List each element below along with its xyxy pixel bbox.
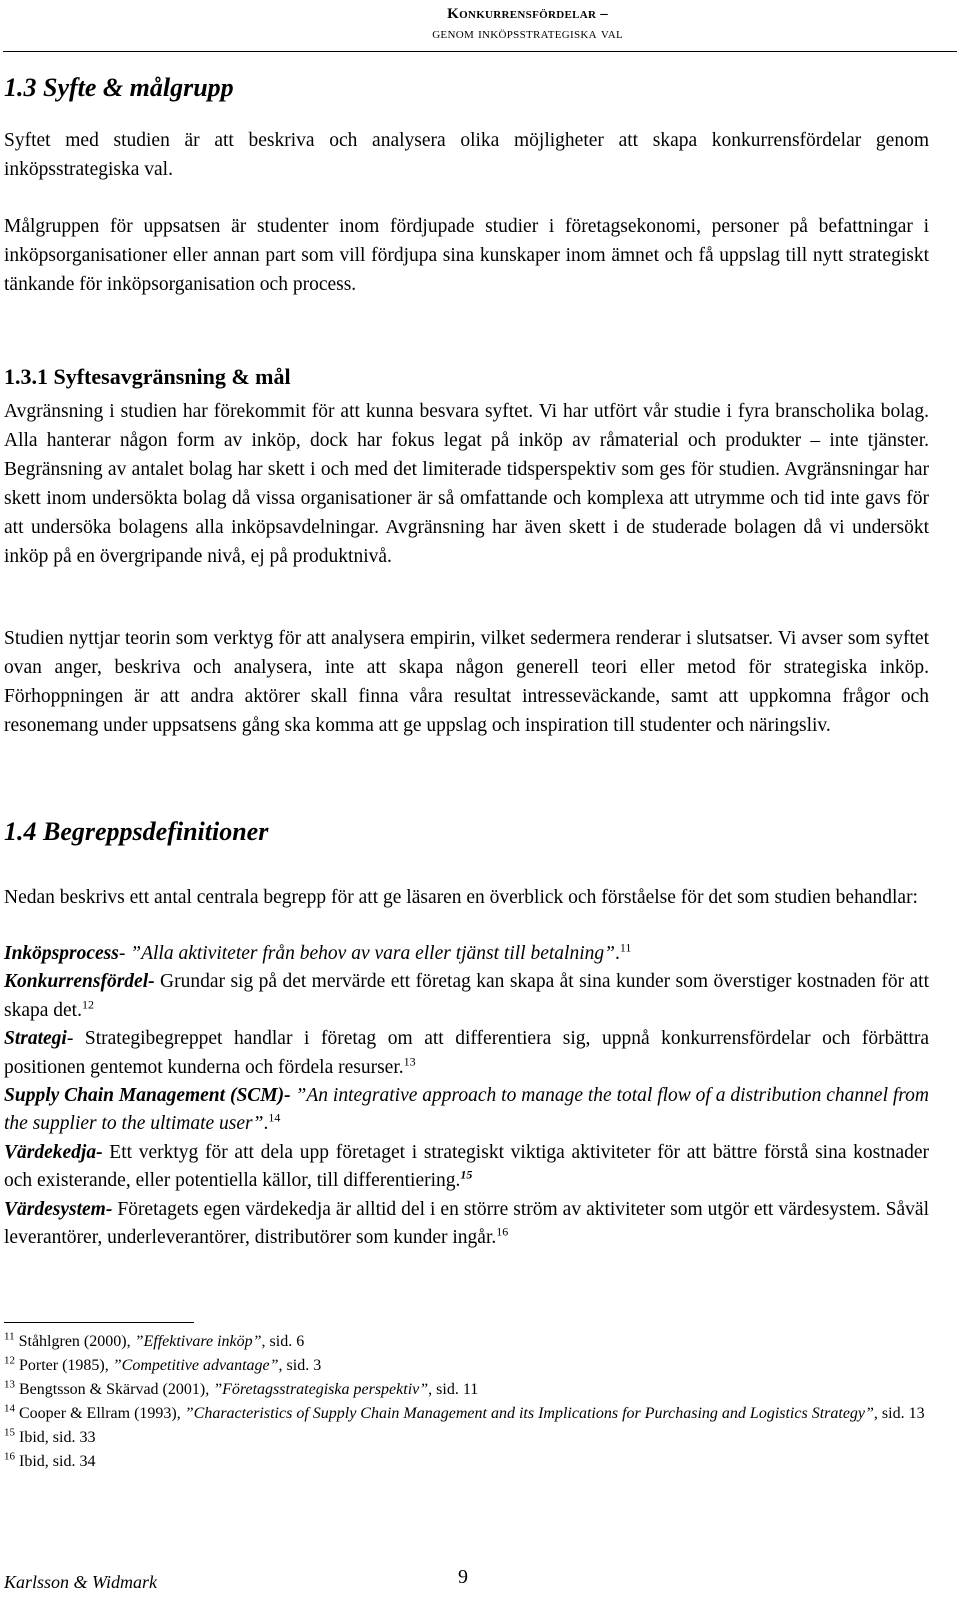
definitions-intro: Nedan beskrivs ett antal centrala begrepp för att ge läsaren en överblick och förståelse för det som studien behandlar:	[4, 887, 918, 908]
definition-term: Konkurrensfördel-	[4, 971, 155, 993]
section-heading-1-3: 1.3 Syfte & målgrupp	[4, 73, 234, 102]
footnote: $^{14}$ Cooper & Ellram (1993), ”Characteristics of Supply Chain Management and its Implications for Purchasing and Logistics Strategy”, sid. 13	[4, 1402, 925, 1422]
study-method-paragraph: Studien nyttjar teorin som verktyg för att analysera empirin, vilket sedermera renderar i slutsatser. Vi avser som syftet ovan anger, beskriva och analysera, inte att skapa någon generell teori eller metod för strategiska inköp. Förhoppningen är att andra aktörer skall finna våra resultat intresseväckande, samt att uppkomna frågor och resonemang under uppsatsens gång ska komma att ge uppslag och inspiration till studenter och näringsliv.	[4, 628, 929, 737]
definition-item	[4, 1196, 929, 1253]
footnote-ref: 15	[460, 1167, 473, 1182]
definitions-list	[4, 940, 929, 1252]
definition-item: Supply Chain Management (SCM)- ”An integrative approach to manage the total flow of a distribution channel from the supplier to the ultimate user”.$^{14}$	[4, 1085, 929, 1135]
footnote: $^{12}$ Porter (1985), ”Competitive advantage”, sid. 3	[4, 1354, 322, 1374]
footnote-number: 16	[4, 1450, 15, 1463]
footnote-ref: 16	[496, 1224, 509, 1239]
footnote: $^{13}$ Bengtsson & Skärvad (2001), ”Företagsstrategiska perspektiv”, sid. 11	[4, 1378, 479, 1398]
definition-text: Strategibegreppet handlar i företag om att differentiera sig, uppnå konkurrensfördelar och förbättra positionen gentemot kunderna och fördela resurser.	[4, 1028, 929, 1078]
footnote: $^{16}$ Ibid, sid. 34	[4, 1450, 96, 1470]
section-heading-1-3-1: 1.3.1 Syftesavgränsning & mål	[4, 364, 291, 389]
definition-item: Strategi- Strategibegreppet handlar i företag om att differentiera sig, uppnå konkurrensfördelar och förbättra positionen gentemot kunderna och fördela resurser.$^{13}$	[4, 1028, 929, 1078]
definition-quote: ”An integrative approach to manage the total flow of a distribution channel from the supplier to the ultimate user”	[4, 1085, 929, 1135]
definition-text: Ett verktyg för att dela upp företaget i strategiskt viktiga aktiviteter för att bättre förstå sina kostnader och existerande, eller potentiella källor, till differentiering.	[4, 1141, 929, 1192]
running-header-line2: genom inköpsstrategiska val	[432, 26, 623, 42]
definition-quote: ”Alla aktiviteter från behov av vara eller tjänst till betalning”	[130, 943, 615, 964]
footnote-separator	[4, 1322, 194, 1323]
footnote-ref: 14	[268, 1110, 281, 1125]
definition-term: Värdesystem-	[4, 1198, 113, 1220]
header-rule	[3, 51, 957, 52]
footnote-number: 13	[4, 1378, 15, 1391]
footer-authors: Karlsson & Widmark	[4, 1572, 158, 1592]
delimitation-paragraph: Avgränsning i studien har förekommit för att kunna besvara syftet. Vi har utfört vår studie i fyra branscholika bolag. Alla hanterar någon form av inköp, dock har fokus legat på inköp av råmaterial och produkter – inte tjänster. Begränsning av antalet bolag har skett i och med det limiterade tidsperspektiv som ges för studien. Avgränsningar har skett inom undersökta bolag då vissa organisationer är så omfattande och komplexa att utrymme och tid inte gavs för att undersöka bolagens alla inköpsavdelningar. Avgränsning har även skett i de studerade bolagen då vi undersökt inköp på en övergripande nivå, ej på produktnivå.	[4, 401, 929, 568]
footnote-number: 11	[4, 1330, 15, 1343]
definition-text: Grundar sig på det mervärde ett företag kan skapa åt sina kunder som överstiger kostnaden för att skapa det.	[4, 971, 929, 1021]
section-heading-1-4: 1.4 Begreppsdefinitioner	[4, 817, 269, 846]
footnotes	[4, 1330, 929, 1474]
definition-term: Inköpsprocess	[4, 943, 119, 964]
footnote: $^{11}$ Ståhlgren (2000), ”Effektivare inköp”, sid. 6	[4, 1330, 305, 1350]
definition-term: Supply Chain Management (SCM)-	[4, 1085, 291, 1107]
target-group-paragraph: Målgruppen för uppsatsen är studenter inom fördjupade studier i företagsekonomi, personer på befattningar i inköpsorganisationer eller annan part som vill fördjupa sina kunskaper inom ämnet och få uppslag till nytt strategiskt tänkande för inköpsorganisation och process.	[4, 216, 929, 295]
definition-text: Företagets egen värdekedja är alltid del i en större ström av aktiviteter som utgör ett värdesystem. Såväl leverantörer, underleverantörer, distributörer som kunder ingår.	[4, 1198, 929, 1249]
definition-item	[4, 1139, 929, 1196]
page-number: 9	[458, 1566, 468, 1588]
running-header-line1: Konkurrensfördelar –	[447, 6, 609, 22]
footnote-number: 12	[4, 1354, 15, 1367]
footnote-number: 15	[4, 1426, 15, 1439]
definition-item: Inköpsprocess- ”Alla aktiviteter från behov av vara eller tjänst till betalning”.$^{11}$	[4, 940, 632, 964]
footnote-number: 14	[4, 1402, 15, 1415]
definition-term: Strategi	[4, 1028, 67, 1050]
definition-term: Värdekedja-	[4, 1141, 103, 1163]
running-header	[432, 4, 623, 44]
footnote-ref: 11	[619, 940, 632, 955]
footnote-ref: 12	[81, 997, 94, 1012]
footnote-ref: 13	[403, 1054, 416, 1069]
purpose-paragraph: Syftet med studien är att beskriva och analysera olika möjligheter att skapa konkurrensfördelar genom inköpsstrategiska val.	[4, 130, 929, 180]
footnote: $^{15}$ Ibid, sid. 33	[4, 1426, 96, 1446]
definition-item	[4, 968, 929, 1025]
